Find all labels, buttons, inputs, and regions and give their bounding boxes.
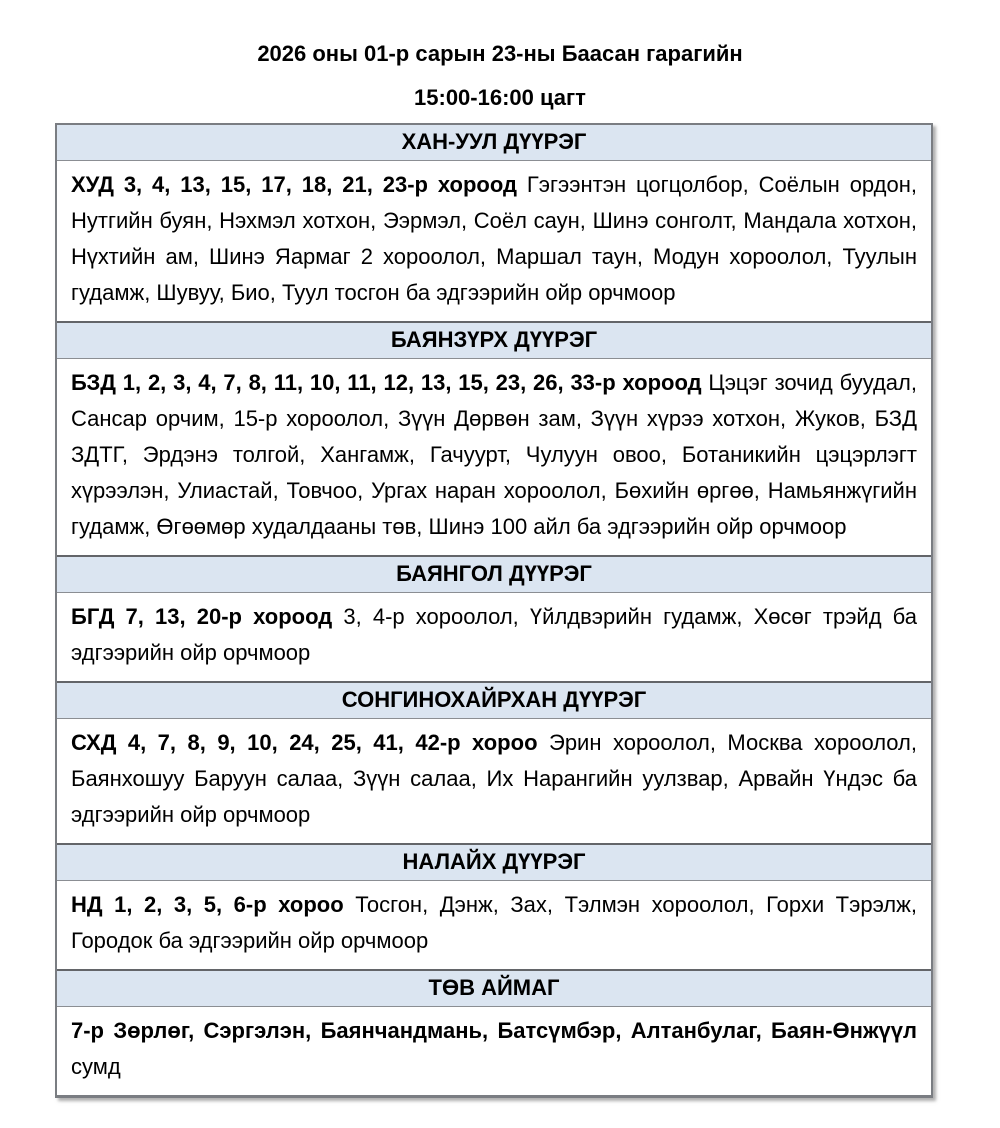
district-header: ТӨВ АЙМАГ xyxy=(57,969,931,1007)
district-header: БАЯНЗҮРХ ДҮҮРЭГ xyxy=(57,321,931,359)
district-section-tuv-aimag xyxy=(57,969,931,1095)
area-list: Гэгээнтэн цогцолбор, Соёлын ордон, Нутгийн буян, Нэхмэл хотхон, Ээрмэл, Соёл саун, Шинэ сонголт, Мандала хотхон, Нүхтийн ам, Шинэ Яармаг 2 хороолол, Маршал таун, Модун хороолол, Туулын гудамж, Шувуу, Био, Туул тосгон ба эдгээрийн ойр орчмоор xyxy=(71,172,918,305)
area-list: 3, 4-р хороолол, Үйлдвэрийн гудамж, Хөсөг трэйд ба эдгээрийн ойр орчмоор xyxy=(71,604,918,665)
area-list: Эрин хороолол, Москва хороолол, Баянхошуу Баруун салаа, Зүүн салаа, Их Нарангийн уулзвар, Арвайн Үндэс ба эдгээрийн ойр орчмоор xyxy=(71,730,917,827)
khoroo-list: ХУД 3, 4, 13, 15, 17, 18, 21, 23-р хороод xyxy=(71,172,517,197)
district-section-songinokhairkhan xyxy=(57,681,931,843)
district-section-bayangol xyxy=(57,555,931,681)
district-body xyxy=(57,593,931,681)
district-header: БАЯНГОЛ ДҮҮРЭГ xyxy=(57,555,931,593)
district-body xyxy=(57,719,931,843)
khoroo-list: СХД 4, 7, 8, 9, 10, 24, 25, 41, 42-р хороо xyxy=(71,730,538,755)
district-body xyxy=(57,359,931,555)
district-header: ХАН-УУЛ ДҮҮРЭГ xyxy=(57,125,931,161)
district-header: СОНГИНОХАЙРХАН ДҮҮРЭГ xyxy=(57,681,931,719)
soum-list: 7-р Зөрлөг, Сэргэлэн, Баянчандмань, Батсүмбэр, Алтанбулаг, Баян-Өнжүүл xyxy=(71,1018,917,1043)
outage-schedule-table xyxy=(55,123,933,1098)
district-body xyxy=(57,881,931,969)
notice-time-title: 15:00-16:00 цагт xyxy=(414,85,586,110)
area-list: Тосгон, Дэнж, Зах, Тэлмэн хороолол, Горхи Тэрэлж, Городок ба эдгээрийн ойр орчмоор xyxy=(71,892,917,953)
district-section-nalaikh xyxy=(57,843,931,969)
district-header: НАЛАЙХ ДҮҮРЭГ xyxy=(57,843,931,881)
area-list: сумд xyxy=(71,1054,121,1079)
district-section-bayanzurkh xyxy=(57,321,931,555)
district-section-khan-uul xyxy=(57,125,931,321)
khoroo-list: БГД 7, 13, 20-р хороод xyxy=(71,604,333,629)
area-list: Цэцэг зочид буудал, Сансар орчим, 15-р хороолол, Зүүн Дөрвөн зам, Зүүн хүрээ хотхон, Жуков, БЗД ЗДТГ, Эрдэнэ толгой, Хангамж, Гачуурт, Чулуун овоо, Ботаникийн цэцэрлэгт хүрээлэн, Улиастай, Товчоо, Ургах наран хороолол, Бөхийн өргөө, Намьянжүгийн гудамж, Өгөөмөр худалдааны төв, Шинэ 100 айл ба эдгээрийн ойр орчмоор xyxy=(71,370,917,539)
district-body xyxy=(57,161,931,321)
khoroo-list: БЗД 1, 2, 3, 4, 7, 8, 11, 10, 11, 12, 13, 15, 23, 26, 33-р хороод xyxy=(71,370,702,395)
khoroo-list: НД 1, 2, 3, 5, 6-р хороо xyxy=(71,892,344,917)
notice-date-title: 2026 оны 01-р сарын 23-ны Баасан гарагийн xyxy=(257,41,743,66)
title-block xyxy=(0,0,1000,111)
district-body xyxy=(57,1007,931,1095)
